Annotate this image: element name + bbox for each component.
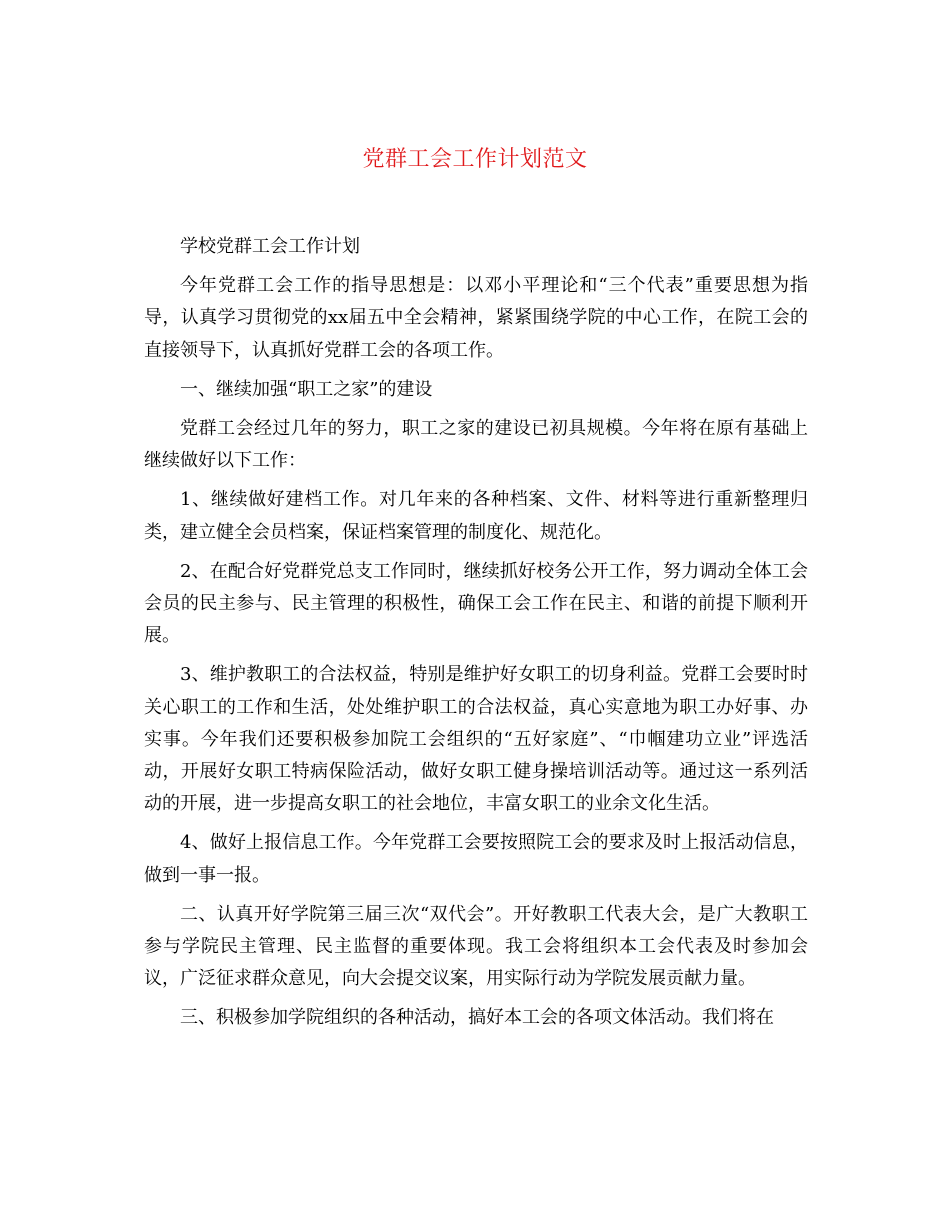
- document-title: 党群工会工作计划范文: [362, 147, 588, 172]
- section-two-paragraph: 二、认真开好学院第三届三次“双代会”。开好教职工代表大会，是广大教职工参与学院民主管理、民主监督的重要体现。我工会将组织本工会代表及时参加会议，广泛征求群众意见，向大会提交议案，用实际行动为学院发展贡献力量。: [144, 903, 808, 990]
- section-one-intro-paragraph: 党群工会经过几年的努力，职工之家的建设已初具规模。今年将在原有基础上继续做好以下工作：: [144, 418, 808, 472]
- item-one-paragraph: 1、继续做好建档工作。对几年来的各种档案、文件、材料等进行重新整理归类，建立健全会员档案，保证档案管理的制度化、规范化。: [144, 489, 808, 543]
- section-one-heading: 一、继续加强“职工之家”的建设: [180, 378, 433, 400]
- item-two-paragraph: 2、在配合好党群党总支工作同时，继续抓好校务公开工作，努力调动全体工会会员的民主参与、民主管理的积极性，确保工会工作在民主、和谐的前提下顺利开展。: [144, 560, 808, 647]
- section-three-paragraph: 三、积极参加学院组织的各种活动，搞好本工会的各项文体活动。我们将在: [180, 1007, 774, 1029]
- subtitle-paragraph: 学校党群工会工作计划: [180, 236, 360, 257]
- guiding-thought-paragraph: 今年党群工会工作的指导思想是：以邓小平理论和“三个代表”重要思想为指导，认真学习贯彻党的xx届五中全会精神，紧紧围绕学院的中心工作，在院工会的直接领导下，认真抓好党群工会的各项工作。: [144, 275, 808, 361]
- item-four-paragraph: 4、做好上报信息工作。今年党群工会要按照院工会的要求及时上报活动信息，做到一事一报。: [144, 832, 808, 886]
- document-body: [144, 231, 808, 1042]
- item-three-paragraph: 3、维护教职工的合法权益，特别是维护好女职工的切身利益。党群工会要时时关心职工的工作和生活，处处维护职工的合法权益，真心实意地为职工办好事、办实事。今年我们还要积极参加院工会组织的“五好家庭”、“巾帼建功立业”评选活动，开展好女职工特病保险活动，做好女职工健身操培训活动等。通过这一系列活动的开展，进一步提高女职工的社会地位，丰富女职工的业余文化生活。: [144, 664, 808, 815]
